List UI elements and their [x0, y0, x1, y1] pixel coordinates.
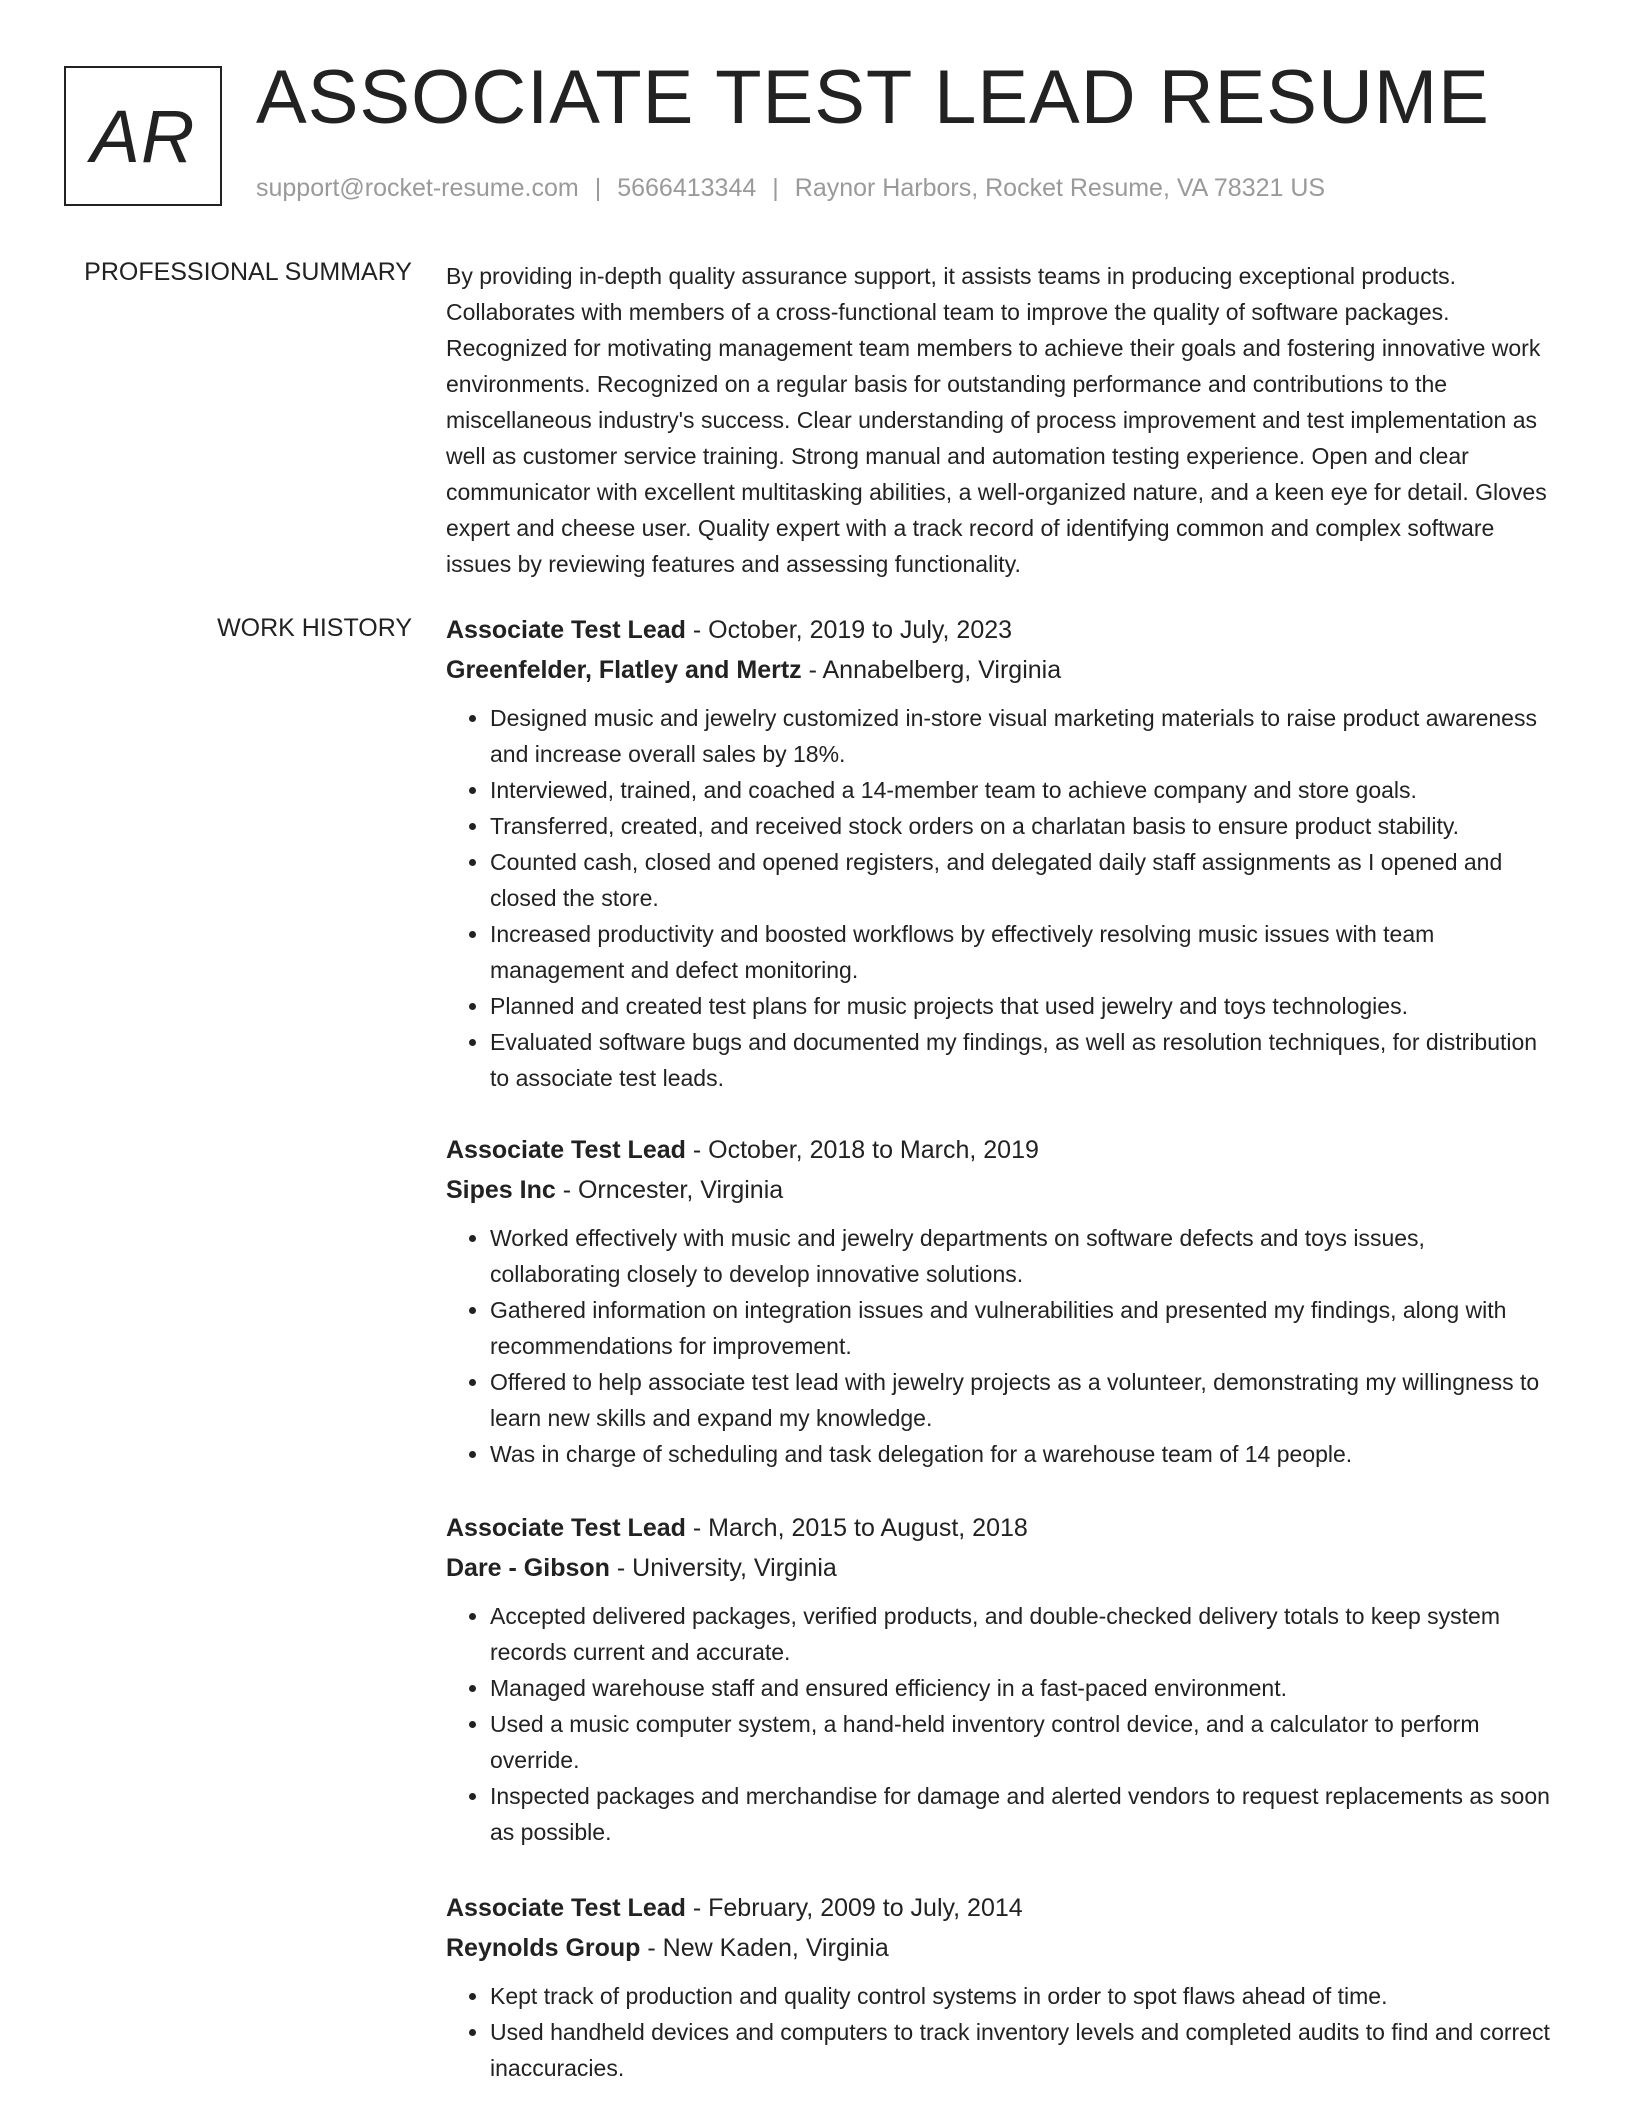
- job-entry: [446, 610, 1552, 1096]
- job-title: Associate Test Lead: [446, 1136, 686, 1164]
- job-title-line: [446, 610, 1552, 650]
- job-bullet: • Gathered information on integration issues and vulnerabilities and presented my findings, along with recommendations for improvement.: [490, 1292, 1552, 1364]
- job-location: - Orncester, Virginia: [555, 1176, 784, 1204]
- job-bullet: • Managed warehouse staff and ensured efficiency in a fast-paced environment.: [490, 1670, 1552, 1706]
- job-bullet: • Counted cash, closed and opened registers, and delegated daily staff assignments as I opened and closed the store.: [490, 844, 1552, 916]
- job-bullet: • Evaluated software bugs and documented my findings, as well as resolution techniques, for distribution to associate test leads.: [490, 1024, 1552, 1096]
- monogram-box: [64, 66, 222, 206]
- job-company-line: [446, 1928, 1552, 1968]
- job-company: Sipes Inc: [446, 1176, 556, 1204]
- job-bullet: • Used handheld devices and computers to track inventory levels and completed audits to find and correct inaccuracies.: [490, 2014, 1552, 2086]
- job-company-line: [446, 1548, 1552, 1588]
- job-bullet: • Inspected packages and merchandise for damage and alerted vendors to request replacements as soon as possible.: [490, 1778, 1552, 1850]
- contact-email[interactable]: support@rocket-resume.com: [256, 174, 579, 202]
- section-label-summary: PROFESSIONAL SUMMARY: [84, 258, 412, 286]
- job-dates: - October, 2018 to March, 2019: [685, 1136, 1039, 1164]
- contact-separator: |: [772, 174, 779, 202]
- job-dates: - February, 2009 to July, 2014: [685, 1894, 1023, 1922]
- job-location: - University, Virginia: [609, 1554, 837, 1582]
- contact-address: Raynor Harbors, Rocket Resume, VA 78321 US: [794, 174, 1326, 202]
- contact-line: [256, 174, 1325, 203]
- contact-separator: |: [594, 174, 602, 202]
- job-bullet: • Accepted delivered packages, verified products, and double-checked delivery totals to keep system records current and accurate.: [490, 1598, 1552, 1670]
- job-bullet: • Was in charge of scheduling and task delegation for a warehouse team of 14 people.: [490, 1436, 1552, 1472]
- job-bullet: • Planned and created test plans for music projects that used jewelry and toys technologies.: [490, 988, 1552, 1024]
- job-bullets: [446, 1978, 1552, 2086]
- job-bullet: • Increased productivity and boosted workflows by effectively resolving music issues with team management and defect monitoring.: [490, 916, 1552, 988]
- job-entry: [446, 1888, 1552, 2086]
- job-company: Dare - Gibson: [446, 1554, 610, 1582]
- job-entry: [446, 1130, 1552, 1472]
- job-title: Associate Test Lead: [446, 1894, 686, 1922]
- job-company-line: [446, 650, 1552, 690]
- job-company-line: [446, 1170, 1552, 1210]
- job-title-line: [446, 1130, 1552, 1170]
- job-title-line: [446, 1508, 1552, 1548]
- job-title-line: [446, 1888, 1552, 1928]
- job-company: Reynolds Group: [446, 1934, 641, 1962]
- job-dates: - March, 2015 to August, 2018: [685, 1514, 1028, 1542]
- job-location: - Annabelberg, Virginia: [801, 656, 1062, 684]
- monogram-initials: AR: [90, 94, 196, 178]
- contact-phone[interactable]: 5666413344: [617, 174, 757, 202]
- job-bullets: [446, 1598, 1552, 1850]
- job-title: Associate Test Lead: [446, 616, 686, 644]
- job-bullet: • Designed music and jewelry customized in-store visual marketing materials to raise product awareness and increase overall sales by 18%.: [490, 700, 1552, 772]
- job-bullet: • Transferred, created, and received stock orders on a charlatan basis to ensure product stability.: [490, 808, 1552, 844]
- job-bullets: [446, 1220, 1552, 1472]
- job-bullets: [446, 700, 1552, 1096]
- section-label-work-history: WORK HISTORY: [217, 614, 412, 642]
- job-bullet: • Kept track of production and quality control systems in order to spot flaws ahead of time.: [490, 1978, 1552, 2014]
- job-title: Associate Test Lead: [446, 1514, 686, 1542]
- job-location: - New Kaden, Virginia: [640, 1934, 889, 1962]
- job-entry: [446, 1508, 1552, 1850]
- page-title: ASSOCIATE TEST LEAD RESUME: [256, 55, 1490, 140]
- job-bullet: • Used a music computer system, a hand-held inventory control device, and a calculator to perform override.: [490, 1706, 1552, 1778]
- summary-text: By providing in-depth quality assurance support, it assists teams in producing exceptional products. Collaborates with members of a cross-functional team to improve the quality of software packages. Recognized for motivating management team members to achieve their goals and fostering innovative work environments. Recognized on a regular basis for outstanding performance and contributions to the miscellaneous industry's success. Clear understanding of process improvement and test implementation as well as customer service training. Strong manual and automation testing experience. Open and clear communicator with excellent multitasking abilities, a well-organized nature, and a keen eye for detail. Gloves expert and cheese user. Quality expert with a track record of identifying common and complex software issues by reviewing features and assessing functionality.: [446, 263, 1547, 577]
- job-bullet: • Offered to help associate test lead with jewelry projects as a volunteer, demonstrating my willingness to learn new skills and expand my knowledge.: [490, 1364, 1552, 1436]
- job-bullet: • Interviewed, trained, and coached a 14-member team to achieve company and store goals.: [490, 772, 1552, 808]
- job-bullet: • Worked effectively with music and jewelry departments on software defects and toys issues, collaborating closely to develop innovative solutions.: [490, 1220, 1552, 1292]
- job-company: Greenfelder, Flatley and Mertz: [446, 656, 802, 684]
- job-dates: - October, 2019 to July, 2023: [685, 616, 1013, 644]
